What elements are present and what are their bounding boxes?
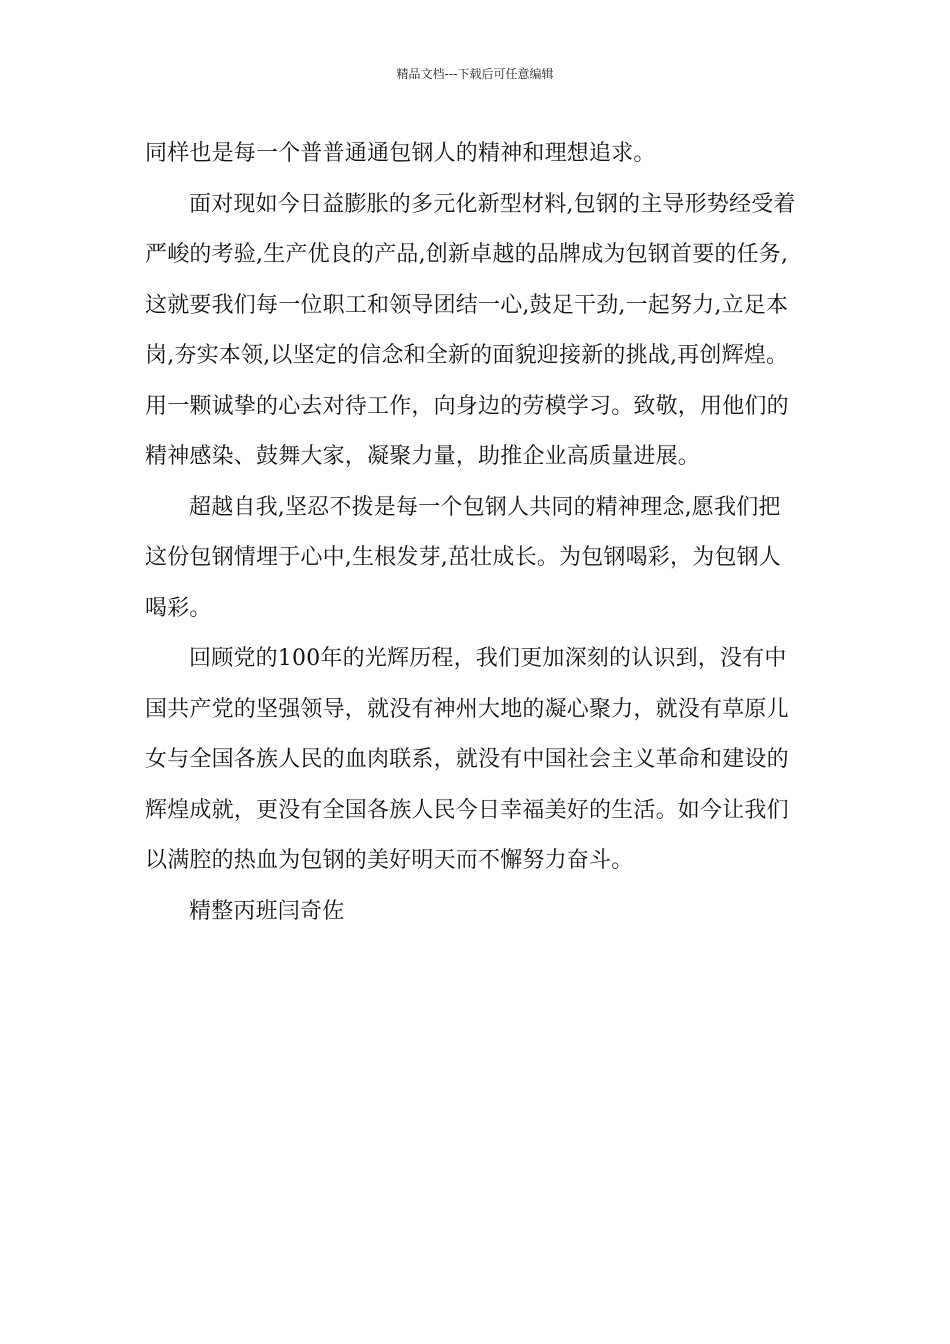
document-body [145,129,810,937]
text-line: 喝彩。 [145,595,212,621]
text-line: 精神感染、鼓舞大家，凝聚力量，助推企业高质量进展。 [145,444,701,469]
text-line: 这份包钢情埋于心中,生根发芽,茁壮成长。为包钢喝彩，为包钢人 [145,545,781,570]
signature-line: 精整丙班闫奇佐 [189,898,345,924]
text-line: 同样也是每一个普普通通包钢人的精神和理想追求。 [145,141,656,166]
paragraph-start-line: 回顾党的100年的光辉历程，我们更加深刻的认识到，没有中 [189,646,787,671]
text-line: 用一颗诚挚的心去对待工作，向身边的劳模学习。致敬，用他们的 [145,393,789,419]
text-line: 以满腔的热血为包钢的美好明天而不懈努力奋斗。 [145,848,634,873]
page-header: 精品文档---下载后可任意编辑 [396,67,554,81]
text-line: 女与全国各族人民的血肉联系，就没有中国社会主义革命和建设的 [145,747,789,772]
paragraph-start-line: 超越自我,坚忍不拨是每一个包钢人共同的精神理念,愿我们把 [189,494,781,520]
text-line: 国共产党的坚强领导，就没有神州大地的凝心聚力，就没有草原儿 [145,696,789,722]
text-line: 岗,夯实本领,以坚定的信念和全新的面貌迎接新的挑战,再创辉煌。 [145,343,789,368]
paragraph-start-line: 面对现如今日益膨胀的多元化新型材料,包钢的主导形势经受着 [189,191,796,217]
text-line: 辉煌成就，更没有全国各族人民今日幸福美好的生活。如今让我们 [145,797,789,823]
text-line: 严峻的考验,生产优良的产品,创新卓越的品牌成为包钢首要的任务, [145,242,789,267]
text-line: 这就要我们每一位职工和领导团结一心,鼓足干劲,一起努力,立足本 [145,292,789,318]
